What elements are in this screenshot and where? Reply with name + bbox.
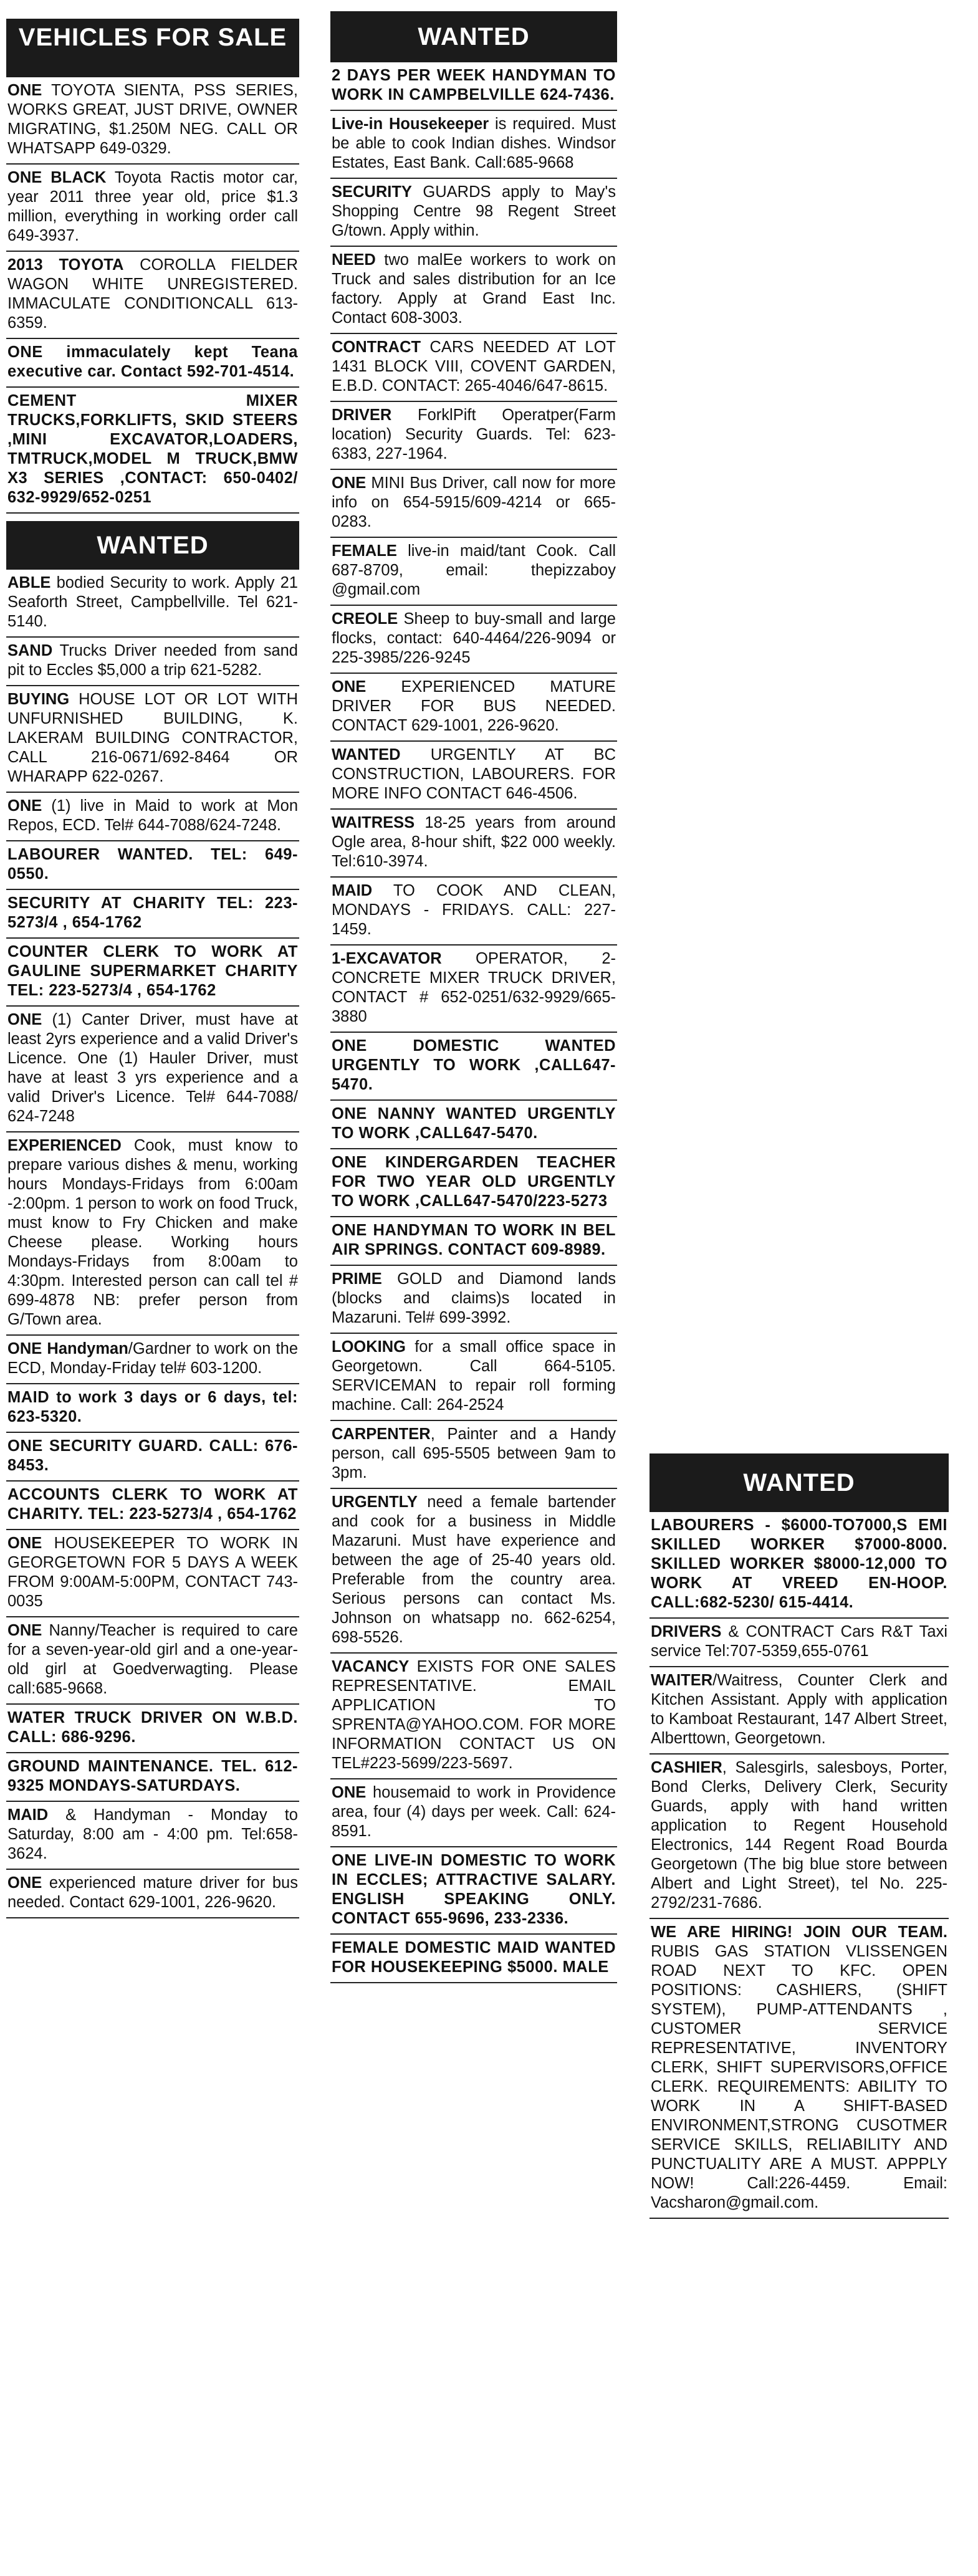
classified-ad — [6, 793, 299, 841]
classified-ad — [330, 674, 617, 742]
ad-lead: WAITRESS — [332, 814, 415, 831]
classified-ad — [330, 606, 617, 674]
ad-text: GOLD and Diamond lands (blocks and claims)s located in Mazaruni. Tel# 699-3992. — [332, 1270, 616, 1326]
ad-text: Cook, must know to prepare various dishes & menu, working hours Mondays-Fridays from 6:00am -2:00pm. 1 person to work on food Truck, must know to Fry Chicken and make Cheese please. Working hours Mondays-Fridays from 8:00am to 4:30pm. Interested person can call tel # 699-4878 NB: prefer person from G/Town area. — [7, 1137, 298, 1328]
ad-text: for a small office space in Georgetown. Call 664-5105. SERVICEMAN to repair roll forming machine. Call: 264-2524 — [332, 1338, 616, 1414]
column-left — [6, 19, 299, 1918]
ad-text: FEMALE DOMESTIC MAID WANTED FOR HOUSEKEEPING $5000. MALE — [332, 1939, 616, 1976]
ad-lead: Live-in Housekeeper — [332, 115, 489, 133]
ad-lead: DRIVER — [332, 406, 392, 424]
classified-ad — [330, 247, 617, 334]
classified-ad — [330, 1847, 617, 1935]
ad-text: ONE DOMESTIC WANTED URGENTLY TO WORK ,CALL647-5470. — [332, 1037, 616, 1093]
ad-text: bodied Security to work. Apply 21 Seaforth Street, Campbellville. Tel 621-5140. — [7, 574, 298, 630]
classified-ad — [330, 1033, 617, 1101]
ad-text: GUARDS apply to May's Shopping Centre 98 Regent Street G/town. Apply within. — [332, 183, 616, 239]
classified-ad — [6, 252, 299, 339]
ad-text: (1) Canter Driver, must have at least 2yrs experience and a valid Driver's Licence. One (1) Hauler Driver, must have at least 3 yrs experience and a valid Driver's Licence. Tel# 644-7088/ 624-7248 — [7, 1011, 298, 1125]
ad-text: Sheep to buy-small and large flocks, contact: 640-4464/226-9094 or 225-3985/226-9245 — [332, 610, 616, 666]
classified-ad — [6, 1007, 299, 1132]
vehicles-ad-list — [6, 77, 299, 514]
classified-ad — [6, 1530, 299, 1617]
section-header-vehicles-for-sale: VEHICLES FOR SALE — [6, 19, 299, 77]
ad-lead: MAID — [7, 1806, 49, 1824]
ad-text: MINI Bus Driver, call now for more info on 654-5915/609-4214 or 665-0283. — [332, 474, 616, 530]
ad-text: ONE KINDERGARDEN TEACHER FOR TWO YEAR OLD URGENTLY TO WORK ,CALL647-5470/223-5273 — [332, 1154, 616, 1210]
classified-ad — [330, 1217, 617, 1266]
ad-text: URGENTLY AT BC CONSTRUCTION, LABOURERS. FOR MORE INFO CONTACT 646-4506. — [332, 746, 616, 802]
ad-text: EXPERIENCED MATURE DRIVER FOR BUS NEEDED. CONTACT 629-1001, 226-9620. — [332, 678, 616, 734]
classified-ad — [330, 111, 617, 179]
ad-lead: CASHIER — [651, 1759, 722, 1776]
ad-text: 18-25 years from around Ogle area, 8-hour shift, $22 000 weekly. Tel:610-3974. — [332, 814, 616, 870]
classified-ad — [330, 1779, 617, 1847]
classified-ad — [330, 742, 617, 810]
ad-lead: DRIVERS — [651, 1623, 722, 1640]
ad-text: (1) live in Maid to work at Mon Repos, ECD. Tel# 644-7088/624-7248. — [7, 797, 298, 834]
ad-lead: ONE — [332, 678, 367, 696]
ad-text: EXISTS FOR ONE SALES REPRESENTATIVE. EMAIL APPLICATION TO SPRENTA@YAHOO.COM. FOR MORE INFORMATION CONTACT US ON TEL#223-5699/223-5697. — [332, 1658, 616, 1772]
classified-ad — [6, 1132, 299, 1336]
classified-ad — [6, 841, 299, 890]
classified-ad — [330, 1101, 617, 1149]
classified-ad — [6, 638, 299, 686]
classified-ad — [6, 1870, 299, 1918]
ad-lead: ONE BLACK — [7, 169, 107, 186]
wanted-ad-list-middle — [330, 62, 617, 1983]
classified-ad — [6, 686, 299, 793]
ad-lead: SAND — [7, 642, 53, 659]
ad-lead: MAID — [332, 882, 373, 899]
classified-ad — [6, 388, 299, 514]
classified-ad — [330, 1935, 617, 1983]
ad-text: housemaid to work in Providence area, four (4) days per week. Call: 624-8591. — [332, 1784, 616, 1840]
classified-ad — [6, 165, 299, 252]
ad-lead: WANTED — [332, 746, 401, 764]
ad-lead: ONE — [7, 797, 42, 815]
classified-ad — [330, 1489, 617, 1654]
classified-ad — [330, 1654, 617, 1779]
classified-ad — [6, 570, 299, 638]
classified-ad — [330, 1149, 617, 1217]
wanted-ad-list-left — [6, 570, 299, 1918]
classified-ad — [6, 1617, 299, 1705]
ad-text: is required. Must be able to cook Indian dishes. Windsor Estates, East Bank. Call:685-9668 — [332, 115, 616, 171]
ad-text: & CONTRACT Cars R&T Taxi service Tel:707-5359,655-0761 — [651, 1623, 947, 1660]
ad-lead: PRIME — [332, 1270, 382, 1288]
ad-text: ONE LIVE-IN DOMESTIC TO WORK IN ECCLES; ATTRACTIVE SALARY. ENGLISH SPEAKING ONLY. CONTACT 655-9696, 233-2336. — [332, 1852, 616, 1927]
classified-ad — [650, 1755, 949, 1919]
ad-text: ACCOUNTS CLERK TO WORK AT CHARITY. TEL: 223-5273/4 , 654-1762 — [7, 1486, 298, 1523]
ad-text: LABOURERS - $6000-TO7000,S EMI SKILLED WORKER $7000-8000. SKILLED WORKER $8000-12,000 TO WORK AT VREED EN-HOOP. CALL:682-5230/ 615-4414. — [651, 1516, 947, 1611]
ad-lead: 2013 TOYOTA — [7, 256, 124, 274]
ad-text: COROLLA FIELDER WAGON WHITE UNREGISTERED. IMMACULATE CONDITIONCALL 613-6359. — [7, 256, 298, 332]
classified-ad — [330, 878, 617, 946]
ad-text: CARS NEEDED AT LOT 1431 BLOCK VIII, COVENT GARDEN, E.B.D. CONTACT: 265-4046/647-8615. — [332, 338, 616, 395]
ad-text: 2 DAYS PER WEEK HANDYMAN TO WORK IN CAMPBELVILLE 624-7436. — [332, 67, 616, 103]
classified-ad — [330, 1334, 617, 1421]
ad-text: Toyota Ractis motor car, year 2011 three year old, price $1.3 million, everything in working order call 649-3937. — [7, 169, 298, 244]
ad-lead: CARPENTER — [332, 1425, 431, 1443]
ad-lead: ABLE — [7, 574, 51, 591]
ad-lead: URGENTLY — [332, 1493, 418, 1511]
classified-ad — [330, 402, 617, 470]
classified-ad — [6, 339, 299, 388]
ad-lead: ONE — [7, 1535, 42, 1552]
ad-text: need a female bartender and cook for a business in Middle Mazaruni. Must have experience and between the age of 25-40 years old. Preferable from the country area. Serious persons can contact Ms. Johnson on whatsapp no. 662-6254, 698-5526. — [332, 1493, 616, 1646]
classified-ad — [330, 1266, 617, 1334]
ad-text: GROUND MAINTENANCE. TEL. 612-9325 MONDAYS-SATURDAYS. — [7, 1758, 298, 1794]
ad-text: ONE NANNY WANTED URGENTLY TO WORK ,CALL647-5470. — [332, 1105, 616, 1142]
section-header-wanted-right: WANTED — [650, 1453, 949, 1512]
ad-lead: ONE — [7, 1622, 42, 1639]
section-header-wanted-left: WANTED — [6, 521, 299, 570]
ad-text: , Painter and a Handy person, call 695-5505 between 9am to 3pm. — [332, 1425, 616, 1482]
ad-text: , Salesgirls, salesboys, Porter, Bond Clerks, Delivery Clerk, Security Guards, apply with hand written application to Regent Household Electronics, 144 Regent Road Bourda Georgetown (The big blue store between Albert and Light Street), tel No. 225-2792/231-7686. — [651, 1759, 947, 1912]
ad-lead: EXPERIENCED — [7, 1137, 122, 1154]
wanted-ad-list-right — [650, 1512, 949, 2219]
ad-text: TOYOTA SIENTA, PSS SERIES, WORKS GREAT, JUST DRIVE, OWNER MIGRATING, $1.250M NEG. CALL OR WHATSAPP 649-0329. — [7, 82, 298, 157]
ad-lead: LOOKING — [332, 1338, 406, 1356]
classified-ad — [330, 470, 617, 538]
ad-text: experienced mature driver for bus needed. Contact 629-1001, 226-9620. — [7, 1874, 298, 1911]
classified-ad — [6, 77, 299, 165]
ad-text: ForklPift Operatper(Farm location) Security Guards. Tel: 623-6383, 227-1964. — [332, 406, 616, 462]
ad-text: COUNTER CLERK TO WORK AT GAULINE SUPERMARKET CHARITY TEL: 223-5273/4 , 654-1762 — [7, 943, 298, 999]
ad-lead: 1-EXCAVATOR — [332, 950, 442, 967]
classified-ad — [6, 939, 299, 1007]
ad-text: WATER TRUCK DRIVER ON W.B.D. CALL: 686-9296. — [7, 1709, 298, 1746]
ad-lead: WE ARE HIRING! JOIN OUR TEAM. — [651, 1923, 947, 1941]
classified-ad — [650, 1512, 949, 1619]
ad-text: & Handyman - Monday to Saturday, 8:00 am - 4:00 pm. Tel:658-3624. — [7, 1806, 298, 1862]
ad-lead: ONE — [7, 1011, 42, 1028]
ad-lead: SECURITY — [332, 183, 412, 201]
ad-lead: WAITER — [651, 1672, 713, 1689]
ad-lead: CONTRACT — [332, 338, 421, 356]
ad-text: /Gardner to work on the ECD, Monday-Friday tel# 603-1200. — [7, 1340, 298, 1377]
ad-text: /Waitress, Counter Clerk and Kitchen Assistant. Apply with application to Kamboat Restaurant, 147 Albert Street, Alberttown, Georgetown. — [651, 1672, 947, 1747]
classified-ad — [650, 1919, 949, 2219]
ad-lead: CREOLE — [332, 610, 398, 628]
ad-text: live-in maid/tant Cook. Call 687-8709, email: thepizzaboy @gmail.com — [332, 542, 616, 598]
classified-ad — [6, 1384, 299, 1433]
classified-ad — [330, 1421, 617, 1489]
ad-lead: ONE — [332, 474, 367, 492]
classified-ad — [330, 538, 617, 606]
ad-lead: ONE — [332, 1784, 367, 1801]
classified-ad — [330, 810, 617, 878]
ad-text: Nanny/Teacher is required to care for a seven-year-old girl and a one-year-old girl at Goedverwagting. Please call:685-9668. — [7, 1622, 298, 1697]
ad-text: LABOURER WANTED. TEL: 649-0550. — [7, 846, 298, 883]
ad-text: two malEe workers to work on Truck and sales distribution for an Ice factory. Apply at Grand East Inc. Contact 608-3003. — [332, 251, 616, 327]
classified-ad — [650, 1619, 949, 1667]
ad-lead: ONE Handyman — [7, 1340, 128, 1357]
classified-ad — [330, 946, 617, 1033]
classified-ad — [6, 1753, 299, 1802]
ad-text: Trucks Driver needed from sand pit to Eccles $5,000 a trip 621-5282. — [7, 642, 298, 679]
section-header-wanted-middle: WANTED — [330, 11, 617, 62]
classified-ad — [6, 890, 299, 939]
ad-lead: ONE — [7, 82, 42, 99]
classified-ad — [6, 1482, 299, 1530]
classified-ad — [330, 179, 617, 247]
ad-text: MAID to work 3 days or 6 days, tel: 623-5320. — [7, 1389, 298, 1425]
classified-ad — [6, 1336, 299, 1384]
ad-lead: ONE — [7, 1874, 42, 1892]
classified-ad — [330, 62, 617, 111]
ad-text: SECURITY AT CHARITY TEL: 223-5273/4 , 654-1762 — [7, 894, 298, 931]
ad-text: RUBIS GAS STATION VLISSENGEN ROAD NEXT TO KFC. OPEN POSITIONS: CASHIERS, (SHIFT SYSTEM), PUMP-ATTENDANTS , CUSTOMER SERVICE REPRESENTATIVE, INVENTORY CLERK, SHIFT SUPERVISORS,OFFICE CLERK. REQUIREMENTS: ABILITY TO WORK IN A SHIFT-BASED ENVIRONMENT,STRONG CUSOTMER SERVICE SKILLS, RELIABILITY AND PUNCTUALITY ARE A MUST. APPPLY NOW! Call:226-4459. Email: Vacsharon@gmail.com. — [651, 1943, 947, 2211]
ad-text: ONE SECURITY GUARD. CALL: 676-8453. — [7, 1437, 298, 1474]
ad-lead: FEMALE — [332, 542, 397, 560]
classified-ad — [6, 1705, 299, 1753]
ad-text: ONE immaculately kept Teana executive car. Contact 592-701-4514. — [7, 343, 298, 380]
ad-lead: NEED — [332, 251, 376, 269]
ad-text: HOUSE LOT OR LOT WITH UNFURNISHED BUILDING, K. LAKERAM BUILDING CONTRACTOR, CALL 216-0671/692-8464 OR WHARAPP 622-0267. — [7, 691, 298, 785]
ad-text: HOUSEKEEPER TO WORK IN GEORGETOWN FOR 5 DAYS A WEEK FROM 9:00AM-5:00PM, CONTACT 743-0035 — [7, 1535, 298, 1610]
classified-ad — [6, 1802, 299, 1870]
ad-text: TO COOK AND CLEAN, MONDAYS - FRIDAYS. CALL: 227-1459. — [332, 882, 616, 938]
classified-ad — [330, 334, 617, 402]
classified-ad — [6, 1433, 299, 1482]
ad-text: ONE HANDYMAN TO WORK IN BEL AIR SPRINGS. CONTACT 609-8989. — [332, 1222, 616, 1258]
ad-lead: VACANCY — [332, 1658, 410, 1675]
classified-ad — [650, 1667, 949, 1755]
column-right — [650, 1453, 949, 2219]
ad-lead: BUYING — [7, 691, 70, 708]
ad-text: CEMENT MIXER TRUCKS,FORKLIFTS, SKID STEERS ,MINI EXCAVATOR,LOADERS, TMTRUCK,MODEL M TRUCK,BMW X3 SERIES ,CONTACT: 650-0402/ 632-9929/652-0251 — [7, 392, 298, 506]
ad-text: OPERATOR, 2- CONCRETE MIXER TRUCK DRIVER, CONTACT # 652-0251/632-9929/665-3880 — [332, 950, 616, 1025]
column-middle — [330, 11, 617, 1983]
